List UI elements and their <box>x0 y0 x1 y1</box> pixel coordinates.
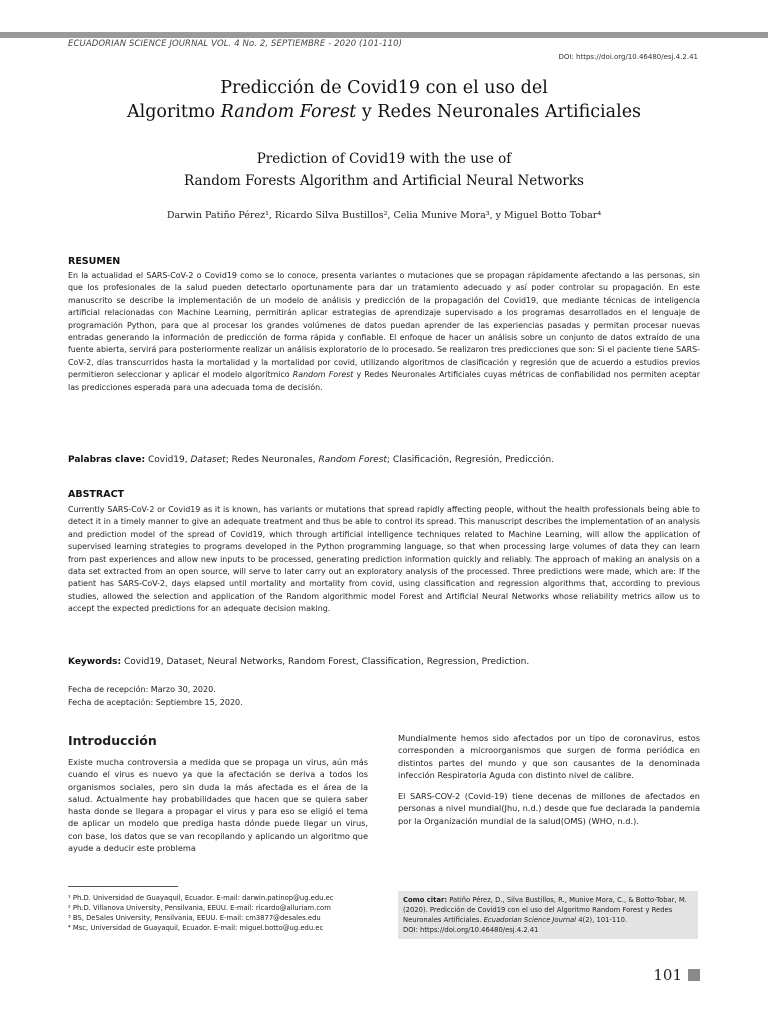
introduccion-heading: Introducción <box>68 733 157 748</box>
title-es-line2-italic: Random Forest <box>220 102 357 122</box>
title-es-line2-post: y Redes Neuronales Artificiales <box>356 102 642 122</box>
article-dates <box>68 684 243 709</box>
date-received: Fecha de recepción: Marzo 30, 2020. <box>68 685 216 694</box>
date-accepted: Fecha de aceptación: Septiembre 15, 2020. <box>68 697 243 707</box>
resumen-heading: RESUMEN <box>68 256 121 267</box>
title-spanish <box>40 76 728 124</box>
citation-doi[interactable]: DOI: https://doi.org/10.46480/esj.4.2.41 <box>403 926 539 934</box>
abstract-heading: ABSTRACT <box>68 489 125 500</box>
author-list: Darwin Patiño Pérez¹, Ricardo Silva Bustillos², Celia Munive Mora³, y Miguel Botto Tobar⁴ <box>166 210 602 221</box>
footnote-2: ² Ph.D. Villanova University, Pensilvania, EEUU. E-mail: ricardo@alluriam.com <box>68 904 331 912</box>
title-es-line2-pre: Algoritmo <box>126 102 221 122</box>
title-en-line2: Random Forests Algorithm and Artificial Neural Networks <box>184 173 584 189</box>
footnote-1: ¹ Ph.D. Universidad de Guayaquil, Ecuador. E-mail: darwin.patinop@ug.edu.ec <box>68 894 334 902</box>
page-marker-square <box>688 969 700 981</box>
keywords-label: Keywords: <box>68 657 122 667</box>
pc-i1: Dataset <box>190 455 226 465</box>
citation-text-italic: Ecuadorian Science Journal <box>483 916 577 924</box>
intro-right-paragraph-1: Mundialmente hemos sido afectados por un tipo de coronavirus, estos corresponden a microorganismos que surgen de forma periódica en distintos partes del mundo y que son causantes de la denominada infección Respiratoria Aguda con distinto nivel de calibre. <box>398 733 700 780</box>
title-en-line1: Prediction of Covid19 with the use of <box>256 151 512 167</box>
intro-right-paragraph-2: El SARS-COV-2 (Covid-19) tiene decenas de millones de afectados en personas a nivel mundial(Jhu, n.d.) desde que fue declarada la pandemia por la Organización mundial de la salud(OMS) (WHO, n.d.). <box>398 791 700 826</box>
title-english <box>40 148 728 192</box>
pc-p1: Covid19, <box>145 455 191 465</box>
title-es-line2 <box>40 100 728 124</box>
title-es-line1: Predicción de Covid19 con el uso del <box>220 78 548 98</box>
resumen-text-b: y Redes Neuronales Artificiales cuyas métricas de confiabilidad nos permiten aceptar las predicciones esperada para una adecuada toma de decisión. <box>68 370 700 392</box>
journal-running-header: ECUADORIAN SCIENCE JOURNAL VOL. 4 No. 2, SEPTIEMBRE - 2020 (101-110) <box>68 39 403 49</box>
header-rule <box>0 32 768 38</box>
resumen-text-a: En la actualidad el SARS-CoV-2 o Covid19 como se lo conoce, presenta variantes o mutaciones que se propagan rápidamente afectando a las personas, sin que los profesionales de la salud pueden detectarlo oportunamente para dar un tratamiento adecuado y así poder controlar su propagación. En este manuscrito se describe la implementación de un modelo de análisis y predicción de la propagación del Covid19, que mediante técnicas de inteligencia artificial relacionadas con Machine Learning, permitirán aplicar estrategias de aprendizaje supervisado a los programas desarrollados en el lenguaje de programación Python, para que al procesar los grandes volúmenes de datos puedan aprender de las experiencias pasadas y permitan procesar nuevas entradas generando la información de predicción de forma rápida y confiable. El enfoque de hacer un análisis sobre un conjunto de datos extraído de una fuente abierta, servirá para posteriormente realizar un análisis exploratorio de lo procesado. Se realizaron tres predicciones que son: Si el paciente tiene SARS-CoV-2, días transcurridos hasta la mortalidad y la mortalidad por covid, utilizando algoritmos de clasificación y regresión que de acuerdo a estudios previos permitieron seleccionar y aplicar el modelo algorítmico <box>68 271 700 380</box>
resumen-text-italic: Random Forest <box>292 370 354 380</box>
keywords-text: Covid19, Dataset, Neural Networks, Random Forest, Classification, Regression, Prediction. <box>121 657 530 667</box>
footnote-3: ³ BS, DeSales University, Pensilvania, EEUU. E-mail: cm3877@desales.edu <box>68 914 321 922</box>
citation-box <box>398 891 698 939</box>
pc-p2: ; Redes Neuronales, <box>225 455 319 465</box>
palabras-clave-label: Palabras clave: <box>68 455 146 465</box>
intro-left-column: Existe mucha controversia a medida que se propaga un virus, aún más cuando el virus es nuevo ya que la afectación se deriva a todos los organismos sociales, pero sin duda la más afectada es el área de la salud. Actualmente hay probabilidades que hacen que se quiera saber hasta donde se llegara a propagar el virus y para eso se eligió el tema de aplicar un modelo que prediga hasta dónde puede llegar un virus, con base, los datos que se van recopilando y aplicando un algoritmo que ayude a deducir este problema <box>68 757 368 854</box>
footnote-4: ⁴ Msc, Universidad de Guayaquil, Ecuador. E-mail: miguel.botto@ug.edu.ec <box>68 924 324 932</box>
resumen-body <box>68 270 700 394</box>
abstract-body: Currently SARS-CoV-2 or Covid19 as it is known, has variants or mutations that spread rapidly affecting people, without the health professionals being able to detect it in a timely manner to give an adequate treatment and thus be able to control its spread. This manuscript describes the implementation of an analysis and prediction model of the spread of Covid19, which through artificial intelligence techniques related to Machine Learning, will allow the application of supervised learning strategies to programs developed in the Python programming language, so that when processing large volumes of data they can learn from past experiences and allow new inputs to be processed, generating prediction information quickly and reliably. The approach of making an analysis on a data set extracted from an open source, will serve to later carry out an exploratory analysis of the processed. Three predictions were made, which are: If the patient has SARS-CoV-2, days elapsed until mortality and mortality from covid, using classification and regression algorithms that, according to previous studies, allowed the selection and application of the Random algorithmic model Forest and Artificial Neural Networks whose reliability metrics allow us to accept the expected predictions for an adequate decision making. <box>68 505 700 614</box>
citation-label: Como citar: <box>403 896 448 904</box>
palabras-clave <box>68 455 700 465</box>
page-number: 101 <box>653 966 682 984</box>
citation-text-a: Patiño Pérez, D., Silva Bustillos, R., Munive Mora, C., & Botto-Tobar, M. (2020). Predicción de Covid19 con el uso del Algoritmo Random Forest y Redes Neuronales Artificiales. <box>403 896 687 924</box>
pc-p3: ; Clasificación, Regresión, Predicción. <box>386 455 555 465</box>
footnotes <box>68 893 368 933</box>
footnote-divider <box>68 886 178 887</box>
doi-link[interactable]: DOI: https://doi.org/10.46480/esj.4.2.41 <box>558 53 698 61</box>
pc-i2: Random Forest <box>318 455 387 465</box>
citation-text-b: 4(2), 101-110. <box>576 916 628 924</box>
intro-right-column <box>398 732 700 836</box>
citation-text <box>403 895 693 925</box>
keywords <box>68 657 700 667</box>
